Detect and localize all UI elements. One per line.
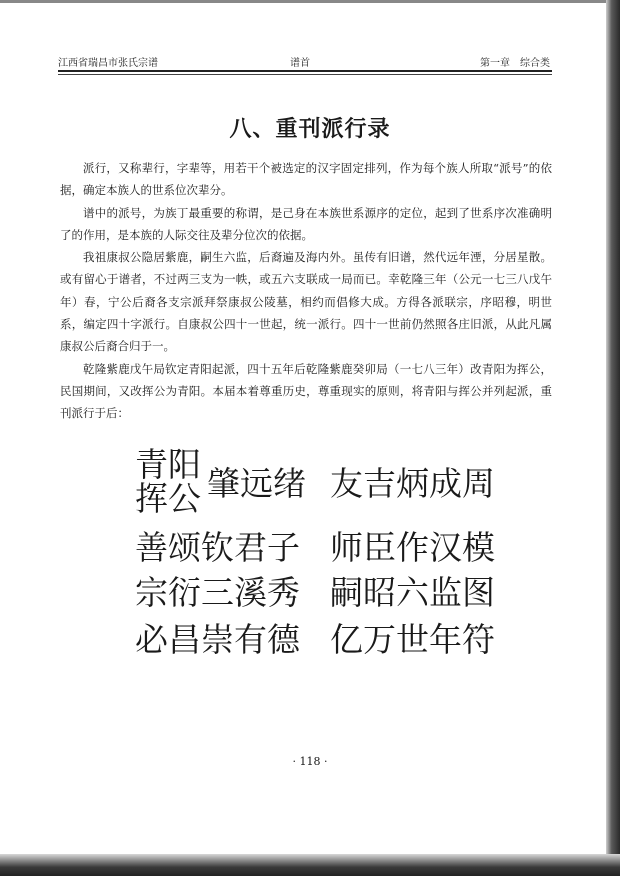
page-title: 八、重刊派行录 (229, 116, 391, 142)
verse-line-1-right: 友吉炳成周 (330, 464, 495, 503)
verse-alternate-origin (135, 445, 205, 518)
verse-line-3 (135, 573, 495, 613)
paragraph: 派行，又称辈行，字辈等，用若干个被选定的汉字固定排列，作为每个族人所取“派号”的依据，确定本族人的世系位次辈分。 (60, 161, 552, 198)
verse-origin-huigong: 挥公 (135, 479, 201, 518)
header-rule-thin (58, 74, 552, 75)
verse-line-2-right: 师臣作汉模 (330, 528, 495, 567)
verse-line-1-left-rest: 肇远绪 (207, 464, 306, 503)
scan-edge-bottom (0, 854, 620, 876)
paragraph: 乾隆紫鹿戊午局钦定青阳起派，四十五年后乾隆紫鹿癸卯局（一七八三年）改青阳为挥公，民国期间，又改挥公为青阳。本届本着尊重历史，尊重现实的原则，将青阳与挥公并列起派，重刊派行于后： (60, 361, 552, 421)
page-number: · 118 · (292, 755, 328, 768)
body-text (60, 157, 552, 425)
header-section: 谱首 (290, 58, 310, 69)
verse-line-4 (135, 620, 495, 660)
paragraph: 谱中的派号，为族丁最重要的称谓，是己身在本族世系源序的定位，起到了世系序次准确明了的作用，是本族的人际交往及辈分位次的依据。 (60, 205, 552, 242)
verse-line-3-left: 宗衍三溪秀 (135, 573, 300, 612)
verse-line-3-right: 嗣昭六监图 (330, 573, 495, 612)
running-header (58, 52, 550, 70)
header-rule (58, 70, 552, 72)
generation-verse (135, 445, 515, 678)
header-chapter: 第一章 综合类 (480, 58, 550, 69)
paragraph: 我祖康叔公隐居紫鹿，嗣生六监，后裔遍及海内外。虽传有旧谱，然代远年湮，分居星散。或有留心于谱者，不过两三支为一帙，或五六支联成一局而已。幸乾隆三年（公元一七三八戊午年）春，宁公后裔各支宗派拜祭康叔公陵墓，相约而倡修大成。方得各派联宗，序昭穆，明世系，编定四十字派行。自康叔公四十一世起，统一派行。四十一世前仍然照各庄旧派，从此凡属康叔公后裔合归于一。 (60, 250, 552, 354)
verse-line-4-right: 亿万世年符 (330, 620, 495, 659)
verse-line-4-left: 必昌崇有德 (135, 620, 300, 659)
verse-line-2-left: 善颂钦君子 (135, 528, 300, 567)
header-book-title: 江西省瑞昌市张氏宗谱 (58, 58, 158, 69)
verse-origin-qingyang: 青阳 (135, 445, 201, 484)
verse-line-2 (135, 528, 495, 568)
scan-edge-top (0, 0, 620, 3)
